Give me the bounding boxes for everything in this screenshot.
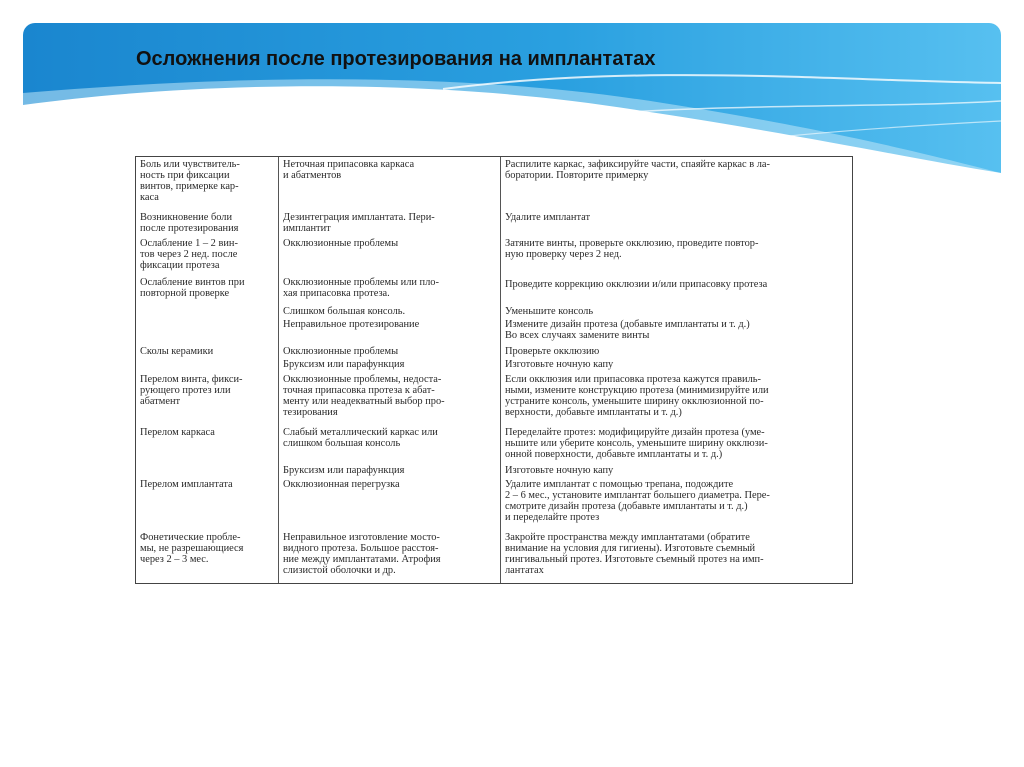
cell-line: Уменьшите консоль xyxy=(505,306,594,317)
cell-line: каса xyxy=(140,192,159,203)
cause-cell xyxy=(283,359,497,370)
cause-cell xyxy=(283,159,497,181)
complication-cell xyxy=(140,427,275,438)
cause-cell xyxy=(283,374,497,418)
cell-line: Проверьте окклюзию xyxy=(505,346,600,357)
treatment-cell xyxy=(505,346,849,357)
cell-line: Дезинтеграция имплантата. Пери- xyxy=(283,212,435,223)
cell-line: точная припасовка протеза к абат- xyxy=(283,385,435,396)
cell-line: Бруксизм или парафункция xyxy=(283,359,405,370)
header-wave-graphic xyxy=(23,23,1001,173)
cell-line: Проведите коррекцию окклюзии и/или припасовку протеза xyxy=(505,279,768,290)
cell-line: гингивальный протез. Изготовьте съемный протез на имп- xyxy=(505,554,764,565)
cell-line: смотрите дизайн протеза (добавьте имплантаты и т. д.) xyxy=(505,501,748,512)
column-complications xyxy=(136,157,279,583)
cell-line: Неправильное протезирование xyxy=(283,319,420,330)
cell-line: Окклюзионные проблемы, недоста- xyxy=(283,374,442,385)
cell-line: мы, не разрешающиеся xyxy=(140,543,244,554)
cell-line: ную проверку через 2 нед. xyxy=(505,249,622,260)
complications-table xyxy=(135,156,853,584)
cause-cell xyxy=(283,532,497,576)
treatment-cell xyxy=(505,479,849,523)
cause-cell xyxy=(283,306,497,317)
cell-line: через 2 – 3 мес. xyxy=(140,554,209,565)
cell-line: Боль или чувствитель- xyxy=(140,159,240,170)
complication-cell xyxy=(140,159,275,203)
cell-line: Слишком большая консоль. xyxy=(283,306,406,317)
cell-line: после протезирования xyxy=(140,223,239,234)
cell-line: Во всех случаях замените винты xyxy=(505,330,650,341)
complication-cell xyxy=(140,238,275,271)
cause-cell xyxy=(283,427,497,449)
complication-cell xyxy=(140,532,275,565)
cell-line: Измените дизайн протеза (добавьте имплантаты и т. д.) xyxy=(505,319,750,330)
complication-cell xyxy=(140,277,275,299)
cell-line: Окклюзионные проблемы xyxy=(283,238,399,249)
treatment-cell xyxy=(505,374,849,418)
treatment-cell xyxy=(505,159,849,181)
cell-line: тезирования xyxy=(283,407,338,418)
treatment-cell xyxy=(505,427,849,460)
cell-line: Закройте пространства между имплантатами (обратите xyxy=(505,532,750,543)
column-causes xyxy=(279,157,501,583)
cause-cell xyxy=(283,319,497,330)
slide-header-banner xyxy=(23,23,1001,173)
cause-cell xyxy=(283,465,497,476)
cell-line: Перелом винта, фикси- xyxy=(140,374,243,385)
cell-line: устраните консоль, уменьшите ширину окклюзионной по- xyxy=(505,396,764,407)
cell-line: Бруксизм или парафункция xyxy=(283,465,405,476)
cell-line: Окклюзионная перегрузка xyxy=(283,479,400,490)
cell-line: ньшите или уберите консоль, уменьшите ширину окклюзи- xyxy=(505,438,768,449)
complication-cell xyxy=(140,374,275,407)
cell-line: Неточная припасовка каркаса xyxy=(283,159,415,170)
cell-line: Перелом каркаса xyxy=(140,427,215,438)
cell-line: Окклюзионные проблемы xyxy=(283,346,399,357)
cell-line: Распилите каркас, зафиксируйте части, спаяйте каркас в ла- xyxy=(505,159,770,170)
cell-line: ние между имплантатами. Атрофия xyxy=(283,554,441,565)
cell-line: имплантит xyxy=(283,223,331,234)
cell-line: онной поверхности, добавьте имплантаты и т. д.) xyxy=(505,449,723,460)
cause-cell xyxy=(283,238,497,249)
cell-line: слишком большая консоль xyxy=(283,438,401,449)
treatment-cell xyxy=(505,532,849,576)
cell-line: Переделайте протез: модифицируйте дизайн протеза (уме- xyxy=(505,427,765,438)
cell-line: менту или неадекватный выбор про- xyxy=(283,396,445,407)
cell-line: Изготовьте ночную капу xyxy=(505,359,614,370)
complication-cell xyxy=(140,479,275,490)
cell-line: Сколы керамики xyxy=(140,346,214,357)
column-treatments xyxy=(501,157,852,583)
cell-line: верхности, добавьте имплантаты и т. д.) xyxy=(505,407,682,418)
cell-line: и переделайте протез xyxy=(505,512,600,523)
cell-line: Возникновение боли xyxy=(140,212,233,223)
cell-line: Фонетические пробле- xyxy=(140,532,241,543)
cell-line: фиксации протеза xyxy=(140,260,220,271)
cell-line: тов через 2 нед. после xyxy=(140,249,238,260)
cell-line: Неправильное изготовление мосто- xyxy=(283,532,440,543)
treatment-cell xyxy=(505,319,849,341)
slide-title: Осложнения после протезирования на имплантатах xyxy=(136,48,656,70)
cause-cell xyxy=(283,277,497,299)
cell-line: Затяните винты, проверьте окклюзию, проведите повтор- xyxy=(505,238,759,249)
complication-cell xyxy=(140,346,275,357)
cell-line: Окклюзионные проблемы или пло- xyxy=(283,277,439,288)
cause-cell xyxy=(283,479,497,490)
cell-line: ными, измените конструкцию протеза (минимизируйте или xyxy=(505,385,769,396)
cell-line: абатмент xyxy=(140,396,181,407)
cell-line: Удалите имплантат с помощью трепана, подождите xyxy=(505,479,734,490)
cell-line: Перелом имплантата xyxy=(140,479,233,490)
cell-line: 2 – 6 мес., установите имплантат большего диаметра. Пере- xyxy=(505,490,770,501)
treatment-cell xyxy=(505,238,849,260)
treatment-cell xyxy=(505,359,849,370)
cell-line: Если окклюзия или припасовка протеза кажутся правиль- xyxy=(505,374,761,385)
cell-line: винтов, примерке кар- xyxy=(140,181,239,192)
cell-line: хая припасовка протеза. xyxy=(283,288,390,299)
cell-line: Удалите имплантат xyxy=(505,212,590,223)
cell-line: внимание на условия для гигиены). Изготовьте съемный xyxy=(505,543,756,554)
cell-line: лантатах xyxy=(505,565,544,576)
cell-line: Слабый металлический каркас или xyxy=(283,427,438,438)
cell-line: видного протеза. Большое расстоя- xyxy=(283,543,439,554)
cell-line: Ослабление винтов при xyxy=(140,277,245,288)
treatment-cell xyxy=(505,212,849,223)
cell-line: Изготовьте ночную капу xyxy=(505,465,614,476)
treatment-cell xyxy=(505,279,849,290)
cell-line: ность при фиксации xyxy=(140,170,230,181)
complication-cell xyxy=(140,212,275,234)
cell-line: рующего протез или xyxy=(140,385,231,396)
cell-line: и абатментов xyxy=(283,170,342,181)
cell-line: боратории. Повторите примерку xyxy=(505,170,649,181)
treatment-cell xyxy=(505,465,849,476)
cell-line: Ослабление 1 – 2 вин- xyxy=(140,238,238,249)
cause-cell xyxy=(283,346,497,357)
treatment-cell xyxy=(505,306,849,317)
cell-line: повторной проверке xyxy=(140,288,230,299)
cell-line: слизистой оболочки и др. xyxy=(283,565,396,576)
cause-cell xyxy=(283,212,497,234)
